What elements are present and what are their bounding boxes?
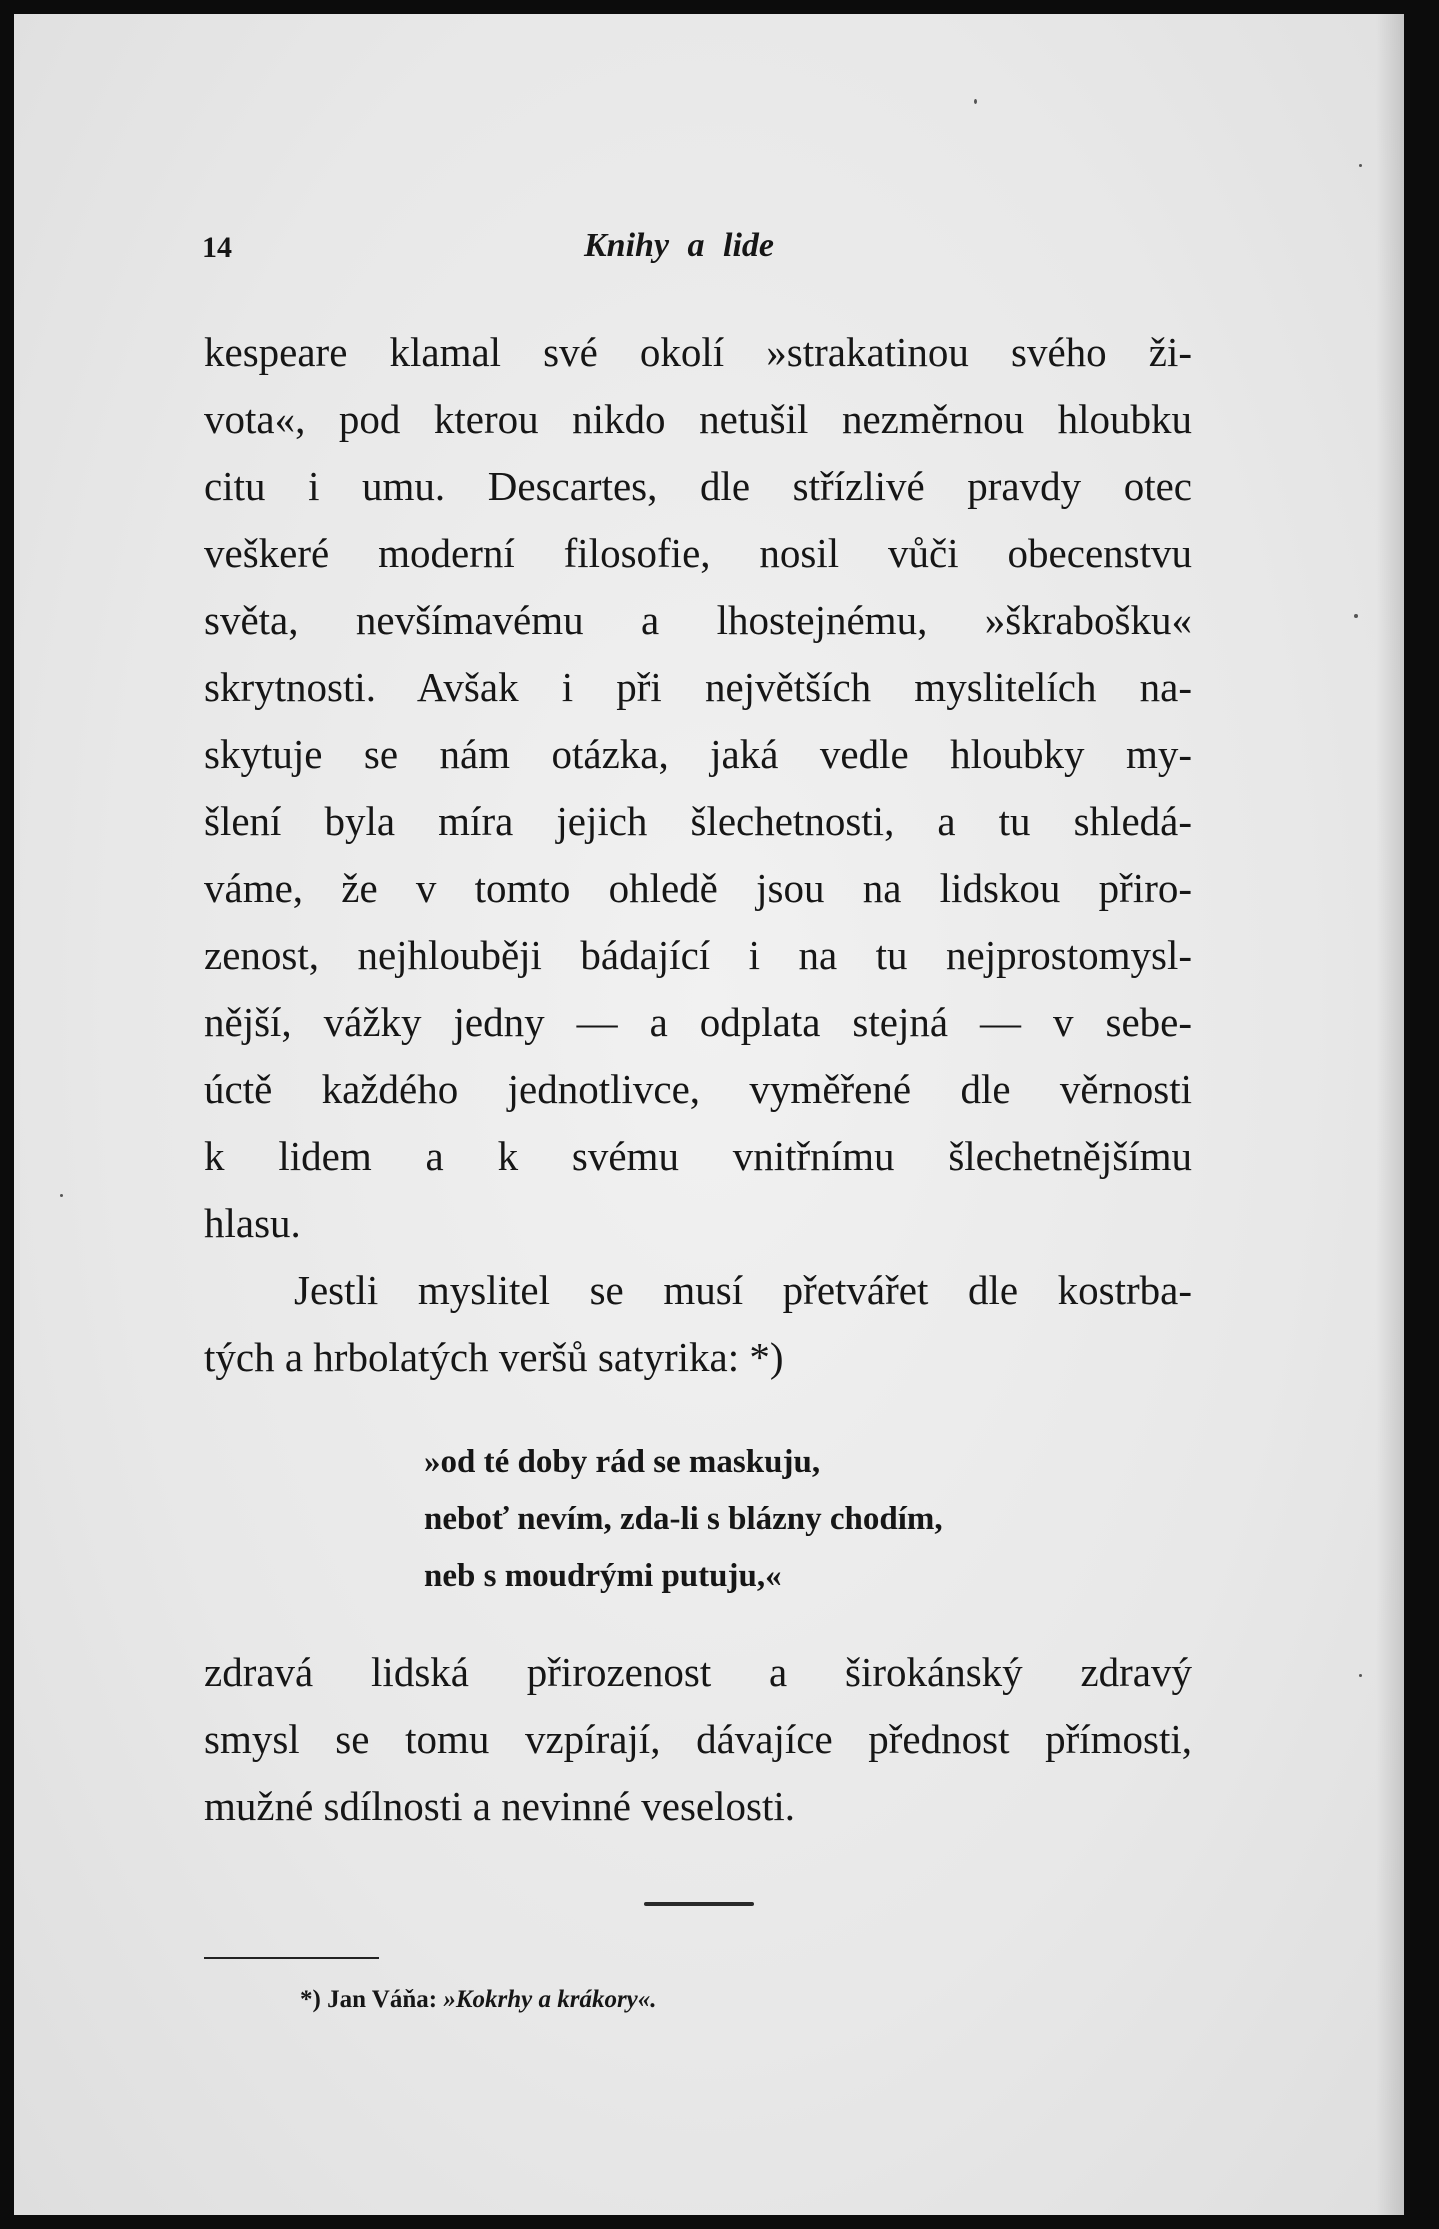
paper-speck — [1359, 164, 1362, 167]
verse-line: »od té doby rád se maskuju, — [424, 1444, 821, 1480]
text-line: šlení byla míra jejich šlechetnosti, a tu shledá- — [204, 798, 1192, 844]
page-edge-shadow — [1376, 14, 1404, 2215]
text-line: zenost, nejhlouběji bádající i na tu nejprostomysl- — [204, 932, 1192, 978]
text-line: nější, vážky jedny — a odplata stejná — v sebe- — [204, 999, 1192, 1045]
footnote-rule — [204, 1957, 379, 1959]
text-line: veškeré moderní filosofie, nosil vůči obecenstvu — [204, 530, 1192, 576]
page-number: 14 — [202, 231, 232, 264]
text-line: citu i umu. Descartes, dle střízlivé pravdy otec — [204, 463, 1192, 509]
text-line: tých a hrbolatých veršů satyrika: *) — [204, 1334, 784, 1380]
text-line: smysl se tomu vzpírají, dávajíce přednost přímosti, — [204, 1716, 1192, 1762]
text-line: skrytnosti. Avšak i při největších myslitelích na- — [204, 664, 1192, 710]
paper-speck — [1354, 614, 1358, 618]
closing-paragraph — [204, 1639, 1192, 1840]
text-line: mužné sdílnosti a nevinné veselosti. — [204, 1783, 795, 1829]
text-line: úctě každého jednotlivce, vyměřené dle věrnosti — [204, 1066, 1192, 1112]
verse-line: neboť nevím, zda-li s blázny chodím, — [424, 1501, 943, 1537]
paper-speck — [60, 1194, 63, 1197]
footnote-work-title: »Kokrhy a krákory«. — [443, 1986, 657, 2013]
end-ornament — [644, 1902, 754, 1906]
text-line: skytuje se nám otázka, jaká vedle hloubky my- — [204, 731, 1192, 777]
paper-speck — [974, 99, 977, 104]
text-line: váme, že v tomto ohledě jsou na lidskou přiro- — [204, 865, 1192, 911]
text-line: hlasu. — [204, 1200, 301, 1246]
text-line: Jestli myslitel se musí přetvářet dle kostrba- — [294, 1267, 1192, 1313]
body-paragraphs — [204, 319, 1192, 1391]
text-line: světa, nevšímavému a lhostejnému, »škrabošku« — [204, 597, 1192, 643]
footnote — [300, 1986, 657, 2014]
verse-line: neb s moudrými putuju,« — [424, 1558, 782, 1594]
page-header — [186, 219, 1206, 269]
text-line: k lidem a k svému vnitřnímu šlechetnějšímu — [204, 1133, 1192, 1179]
paper-speck — [1359, 1674, 1362, 1677]
book-page — [14, 14, 1404, 2215]
footnote-author: *) Jan Váňa: — [300, 1986, 444, 2013]
text-line: vota«, pod kterou nikdo netušil nezměrnou hloubku — [204, 396, 1192, 442]
text-line: zdravá lidská přirozenost a širokánský zdravý — [204, 1649, 1192, 1695]
quoted-verse — [424, 1434, 943, 1605]
text-line: kespeare klamal své okolí »strakatinou svého ži- — [204, 329, 1192, 375]
running-head: Knihy a lide — [584, 227, 775, 264]
